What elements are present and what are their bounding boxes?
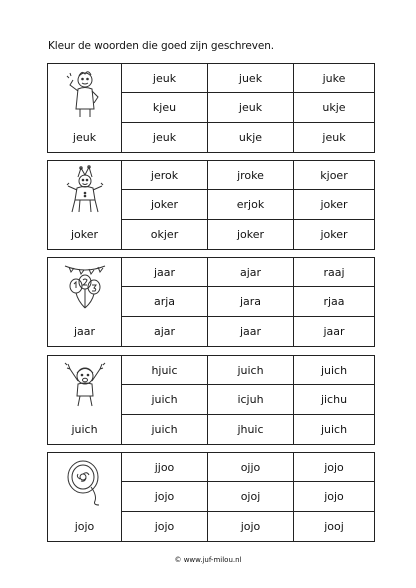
word-option[interactable]: jerok xyxy=(122,161,208,190)
word-option[interactable]: juich xyxy=(122,385,208,414)
word-option[interactable]: ajar xyxy=(122,317,208,346)
word-option[interactable]: jojo xyxy=(208,512,294,541)
word-option[interactable]: erjok xyxy=(208,190,294,219)
word-option[interactable]: jojo xyxy=(294,453,374,482)
word-option[interactable]: jeuk xyxy=(122,123,208,152)
word-option[interactable]: juich xyxy=(122,415,208,444)
word-option[interactable]: joker xyxy=(208,220,294,249)
word-option[interactable]: juich xyxy=(320,422,348,436)
word-option[interactable]: icjuh xyxy=(208,385,294,414)
word-group-jojo xyxy=(47,452,375,542)
word-option[interactable]: jaar xyxy=(122,258,208,287)
word-option[interactable]: hjuic xyxy=(122,356,208,385)
word-option[interactable]: ojoj xyxy=(208,482,294,511)
word-option[interactable]: ukje xyxy=(294,93,374,122)
instruction-text: Kleur de woorden die goed zijn geschreven. xyxy=(48,40,275,52)
word-option[interactable]: ojjo xyxy=(208,453,294,482)
word-option[interactable]: jeuk xyxy=(322,130,346,144)
word-option[interactable]: jojo xyxy=(122,512,208,541)
word-option[interactable]: juek xyxy=(208,64,294,93)
target-word: jeuk xyxy=(48,123,122,152)
word-option[interactable]: jeuk xyxy=(208,93,294,122)
word-option[interactable]: jara xyxy=(208,287,294,316)
picture-cell xyxy=(48,161,122,220)
word-option[interactable]: raaj xyxy=(294,258,374,287)
word-option[interactable]: jooj xyxy=(324,519,344,533)
word-option[interactable]: juich xyxy=(294,356,374,385)
yoyo-icon xyxy=(63,457,107,507)
word-option[interactable]: jojo xyxy=(122,482,208,511)
word-option[interactable]: okjer xyxy=(122,220,208,249)
word-option[interactable]: joker xyxy=(294,190,374,219)
target-word: jojo xyxy=(48,512,122,541)
word-option[interactable]: juke xyxy=(294,64,374,93)
word-option[interactable]: jeuk xyxy=(122,64,208,93)
word-option[interactable]: jhuic xyxy=(208,415,294,444)
word-option[interactable]: ukje xyxy=(208,123,294,152)
word-option[interactable]: kjeu xyxy=(122,93,208,122)
picture-cell xyxy=(48,258,122,317)
word-option[interactable]: jjoo xyxy=(122,453,208,482)
word-option[interactable]: kjoer xyxy=(294,161,374,190)
target-word: jaar xyxy=(48,317,122,346)
joker-clown-icon xyxy=(63,165,107,215)
target-word: joker xyxy=(48,220,122,249)
word-group-joker xyxy=(47,160,375,250)
target-word: juich xyxy=(48,415,122,444)
word-option[interactable]: arja xyxy=(122,287,208,316)
word-option[interactable]: rjaa xyxy=(294,287,374,316)
picture-cell xyxy=(48,453,122,512)
word-option[interactable]: jojo xyxy=(294,482,374,511)
word-option[interactable]: jroke xyxy=(208,161,294,190)
word-option[interactable]: ajar xyxy=(208,258,294,287)
scratching-person-icon xyxy=(63,68,107,118)
footer-copyright: © www.juf-milou.nl xyxy=(174,556,242,564)
word-option[interactable]: juich xyxy=(208,356,294,385)
word-option[interactable]: joker xyxy=(122,190,208,219)
word-option[interactable]: jaar xyxy=(323,324,345,338)
word-option[interactable]: jichu xyxy=(294,385,374,414)
word-group-juich xyxy=(47,355,375,445)
picture-cell xyxy=(48,356,122,415)
word-group-jaar xyxy=(47,257,375,347)
cheering-child-icon xyxy=(63,360,107,410)
picture-cell xyxy=(48,64,122,123)
word-group-jeuk xyxy=(47,63,375,153)
birthday-balloons-icon xyxy=(63,262,107,312)
word-option[interactable]: joker xyxy=(320,227,348,241)
word-option[interactable]: jaar xyxy=(208,317,294,346)
